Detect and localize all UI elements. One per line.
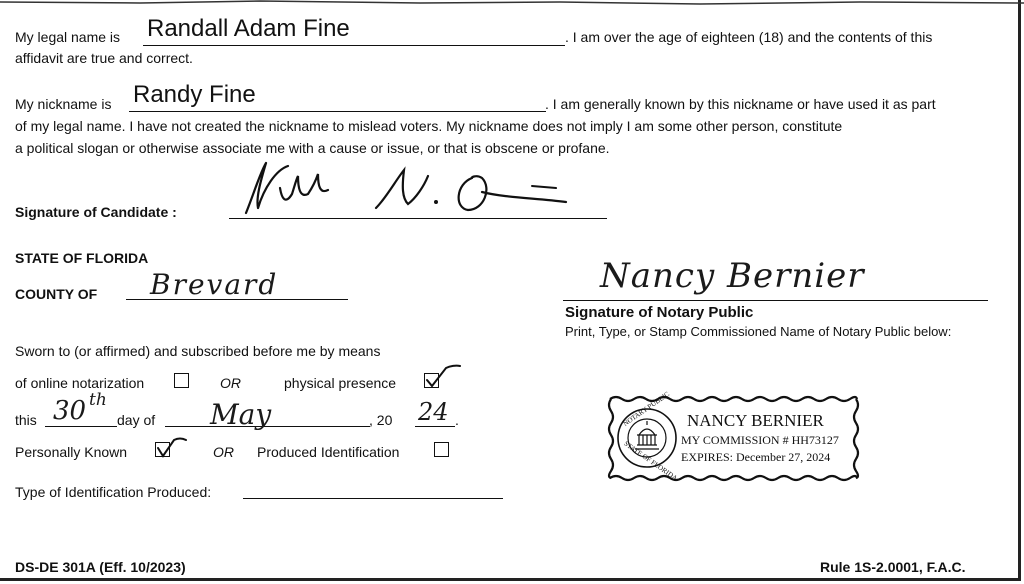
seal-top-text: NOTARY PUBLIC [621,390,671,428]
seal-bottom-text: STATE OF FLORIDA [622,439,679,483]
county-value: Brevard [150,268,279,301]
form-id: DS-DE 301A (Eff. 10/2023) [15,559,186,575]
personally-known-label: Personally Known [15,444,128,460]
candidate-signature-label: Signature of Candidate : [15,204,177,220]
nickname-suffix: . I am generally known by this nickname or have used it as part [545,96,936,112]
notary-stamp [607,390,860,483]
online-notarization-checkbox[interactable] [174,373,189,388]
year-period: . [455,412,459,428]
produced-identification-label: Produced Identification [257,444,400,460]
legal-name-value: Randall Adam Fine [147,15,350,42]
nickname-value: Randy Fine [133,81,256,108]
notary-instruction: Print, Type, or Stamp Commissioned Name of Notary Public below: [565,324,952,339]
personally-known-check-mark [154,434,190,460]
legal-name-prefix: My legal name is [15,29,121,45]
torn-top-edge [0,0,1024,8]
stamp-commission: MY COMMISSION # HH73127 [681,433,839,447]
legal-name-line [143,45,565,46]
or-label-2: OR [213,444,234,460]
day-of-label: day of [117,412,156,428]
nickname-line [129,111,546,112]
physical-presence-check-mark [424,364,464,390]
identification-type-label: Type of Identification Produced: [15,484,212,500]
month-value: May [210,398,272,431]
candidate-signature [236,158,596,220]
stamp-name: NANCY BERNIER [687,411,824,430]
this-label: this [15,412,37,428]
physical-presence-label: physical presence [284,375,397,391]
affidavit-line: affidavit are true and correct. [15,50,193,66]
stamp-expires: EXPIRES: December 27, 2024 [681,450,831,464]
notary-signature-label: Signature of Notary Public [565,304,754,321]
legal-name-suffix: . I am over the age of eighteen (18) and the contents of this [565,29,933,45]
nickname-prefix: My nickname is [15,96,112,112]
notary-handwritten-signature: Nancy Bernier [600,256,865,296]
day-suffix: th [89,390,107,410]
sworn-line: Sworn to (or affirmed) and subscribed before me by means [15,343,381,359]
year-value: 24 [418,398,449,426]
state-label: STATE OF FLORIDA [15,250,149,266]
or-label-1: OR [220,375,241,391]
year-prefix: , 20 [369,412,393,428]
day-value: 30 [53,396,87,426]
online-notarization-label: of online notarization [15,375,145,391]
notary-signature-line [563,300,988,301]
county-label: COUNTY OF [15,286,98,302]
rule-citation: Rule 1S-2.0001, F.A.C. [820,559,966,575]
day-line [45,426,117,427]
produced-identification-checkbox[interactable] [434,442,449,457]
nickname-line3: a political slogan or otherwise associate me with a cause or issue, or that is obscene or profane. [15,140,610,156]
year-line [415,426,455,427]
nickname-line2: of my legal name. I have not created the nickname to mislead voters. My nickname does not imply I am some other person, constitute [15,118,843,134]
identification-type-line [243,498,503,499]
